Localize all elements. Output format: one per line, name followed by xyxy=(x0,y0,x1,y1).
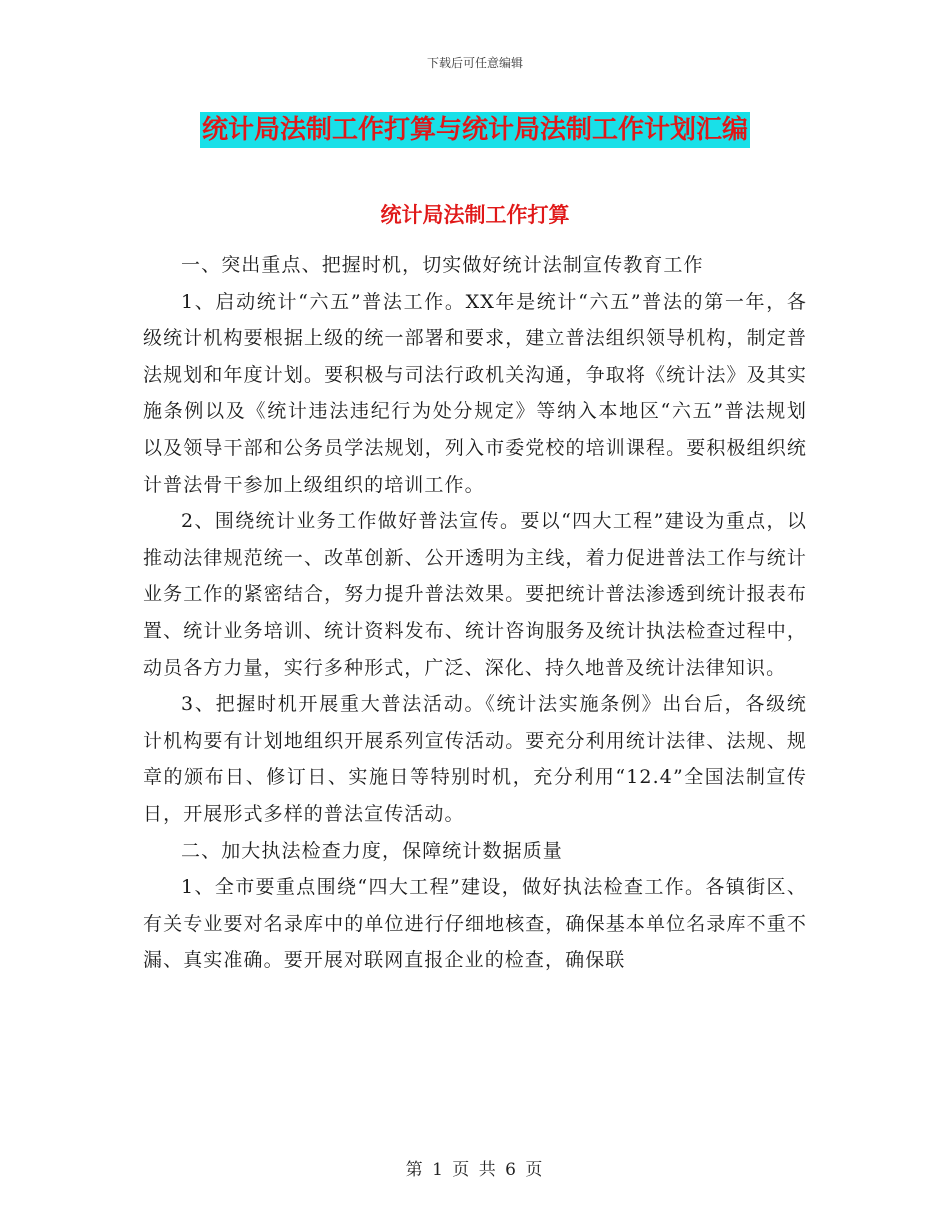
header-note: 下载后可任意编辑 xyxy=(426,56,523,70)
heading-one: 一、突出重点、把握时机，切实做好统计法制宣传教育工作 xyxy=(181,254,704,276)
page-footer: 第 1 页 共 6 页 xyxy=(405,1160,545,1180)
paragraph-3: 3、把握时机开展重大普法活动。《统计法实施条例》出台后，各级统计机构要有计划地组织开展系列宣传活动。要充分利用统计法律、法规、规章的颁布日、修订日、实施日等特别时机，充分利用“12.4”全国法制宣传日，开展形式多样的普法宣传活动。 xyxy=(143,693,807,825)
heading-two: 二、加大执法检查力度，保障统计数据质量 xyxy=(181,839,563,862)
paragraph-4: 1、全市要重点围绕“四大工程”建设，做好执法检查工作。各镇街区、有关专业要对名录库中的单位进行仔细地核查，确保基本单位名录库不重不漏、真实准确。要开展对联网直报企业的检查，确保联 xyxy=(143,876,807,972)
paragraph-2: 2、围绕统计业务工作做好普法宣传。要以“四大工程”建设为重点，以推动法律规范统一、改革创新、公开透明为主线，着力促进普法工作与统计业务工作的紧密结合，努力提升普法效果。要把统计普法渗透到统计报表布置、统计业务培训、统计资料发布、统计咨询服务及统计执法检查过程中，动员各方力量，实行多种形式，广泛、深化、持久地普及统计法律知识。 xyxy=(143,510,807,679)
document-body xyxy=(143,247,807,979)
document-title xyxy=(0,112,950,148)
paragraph-1: 1、启动统计“六五”普法工作。XX年是统计“六五”普法的第一年，各级统计机构要根据上级的统一部署和要求，建立普法组织领导机构，制定普法规划和年度计划。要积极与司法行政机关沟通，争取将《统计法》及其实施条例以及《统计违法违纪行为处分规定》等纳入本地区“六五”普法规划以及领导干部和公务员学法规划，列入市委党校的培训课程。要积极组织统计普法骨干参加上级组织的培训工作。 xyxy=(143,290,807,496)
document-title-text: 统计局法制工作打算与统计局法制工作计划汇编 xyxy=(200,112,750,148)
section-title: 统计局法制工作打算 xyxy=(380,202,570,227)
